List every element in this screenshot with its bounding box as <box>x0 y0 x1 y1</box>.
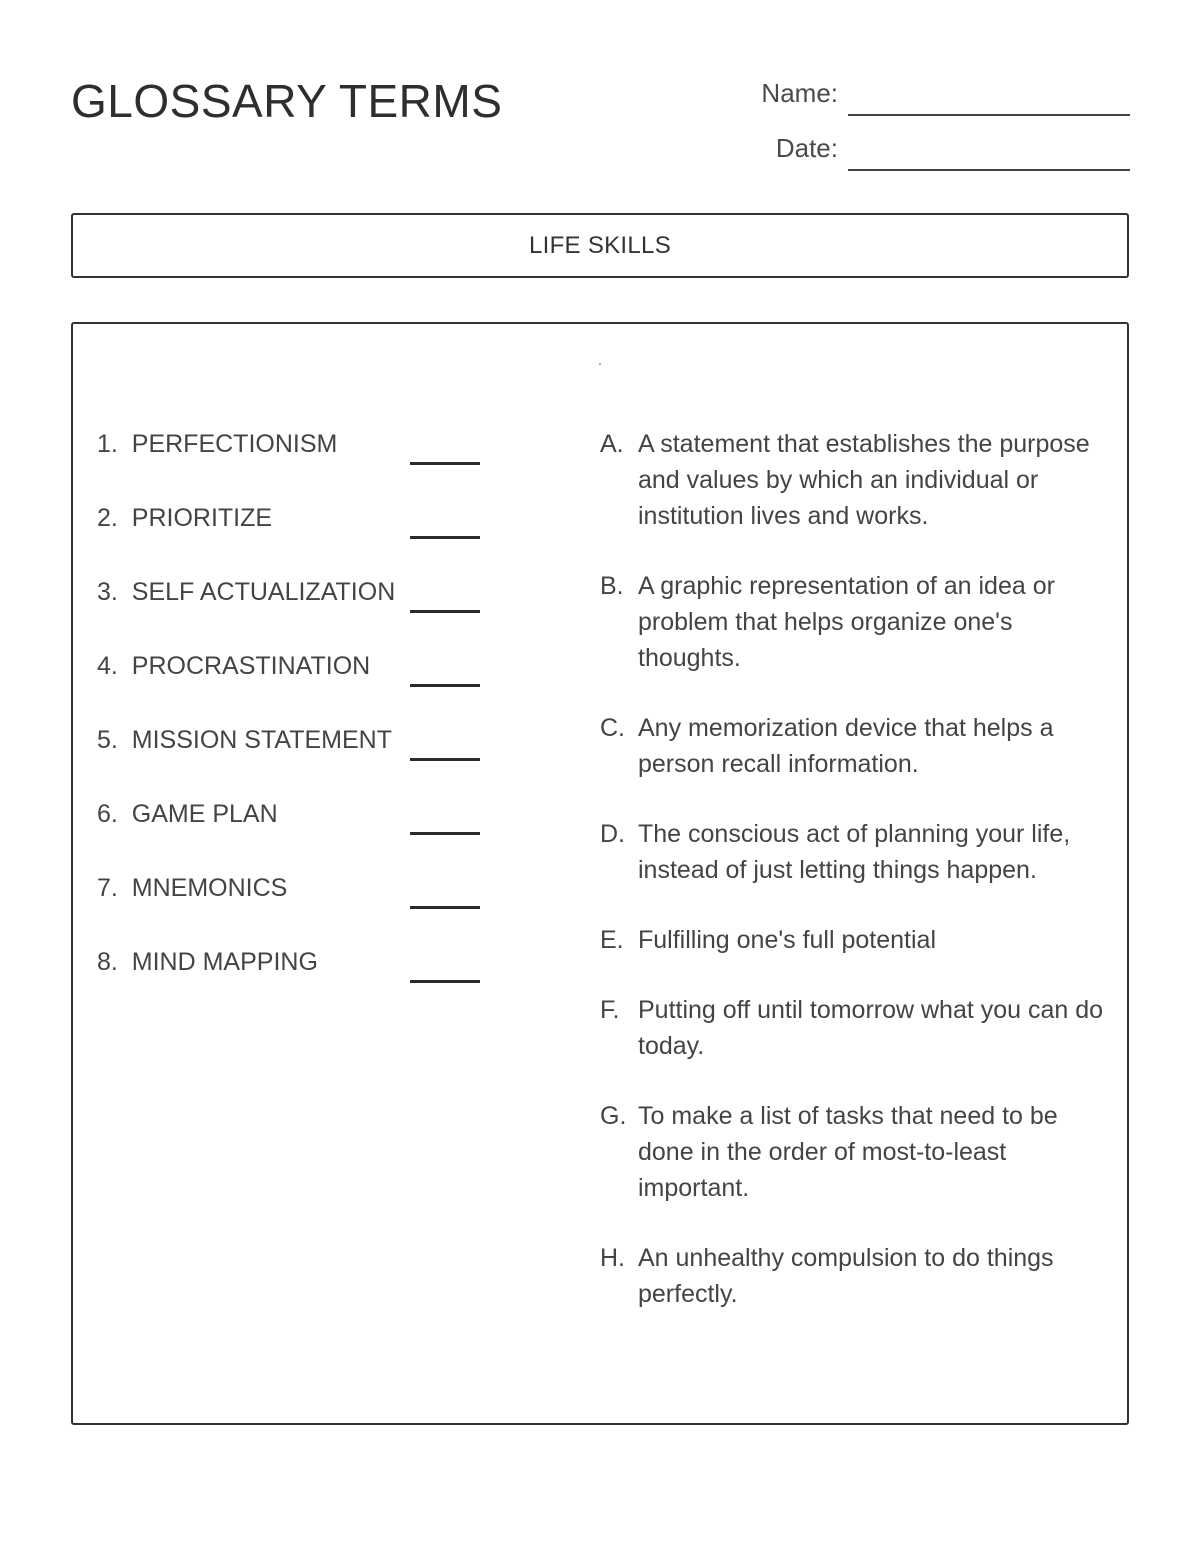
definition-letter: C. <box>600 714 625 742</box>
term-item <box>97 574 487 648</box>
answer-blank[interactable] <box>410 462 480 465</box>
name-label: Name: <box>761 78 838 108</box>
definition-item <box>600 710 1110 782</box>
answer-blank[interactable] <box>410 980 480 983</box>
term-label: 4. PROCRASTINATION <box>97 652 371 680</box>
definition-item <box>600 992 1110 1064</box>
answer-blank[interactable] <box>410 610 480 613</box>
definition-text: A statement that establishes the purpose and values by which an individual or institution lives and works. <box>638 430 1090 530</box>
term-label: 6. GAME PLAN <box>97 800 278 828</box>
name-line[interactable] <box>848 114 1130 116</box>
term-item <box>97 722 487 796</box>
definition-letter: G. <box>600 1102 627 1130</box>
definition-letter: H. <box>600 1244 625 1272</box>
definition-item <box>600 816 1110 888</box>
definition-item <box>600 922 1110 958</box>
term-item <box>97 500 487 574</box>
answer-blank[interactable] <box>410 536 480 539</box>
term-label: 8. MIND MAPPING <box>97 948 318 976</box>
definition-item <box>600 1098 1110 1206</box>
definition-item <box>600 1240 1110 1312</box>
term-item <box>97 796 487 870</box>
term-item <box>97 648 487 722</box>
terms-list <box>97 426 487 1018</box>
term-item <box>97 870 487 944</box>
answer-blank[interactable] <box>410 684 480 687</box>
definition-text: Putting off until tomorrow what you can do today. <box>638 996 1104 1060</box>
definition-text: Fulfilling one's full potential <box>638 926 936 954</box>
term-label: 3. SELF ACTUALIZATION <box>97 578 396 606</box>
definition-letter: A. <box>600 430 624 458</box>
term-label: 1. PERFECTIONISM <box>97 430 338 458</box>
term-label: 5. MISSION STATEMENT <box>97 726 392 754</box>
definition-text: The conscious act of planning your life, instead of just letting things happen. <box>638 820 1071 884</box>
date-line[interactable] <box>848 169 1130 171</box>
stray-dot: . <box>598 352 602 368</box>
definition-letter: F. <box>600 996 620 1024</box>
definition-text: To make a list of tasks that need to be done in the order of most-to-least important. <box>638 1102 1058 1202</box>
subject-label: LIFE SKILLS <box>528 231 672 259</box>
definition-letter: D. <box>600 820 625 848</box>
date-field-row <box>776 131 1130 165</box>
term-item <box>97 426 487 500</box>
term-item <box>97 944 487 1018</box>
definition-item <box>600 568 1110 676</box>
definition-letter: B. <box>600 572 624 600</box>
definition-text: Any memorization device that helps a person recall information. <box>638 714 1054 778</box>
matching-box <box>71 322 1129 1425</box>
answer-blank[interactable] <box>410 758 480 761</box>
term-label: 7. MNEMONICS <box>97 874 288 902</box>
definition-text: A graphic representation of an idea or problem that helps organize one's thoughts. <box>638 572 1055 672</box>
subject-banner <box>71 213 1129 278</box>
answer-blank[interactable] <box>410 832 480 835</box>
definition-item <box>600 426 1110 534</box>
definitions-list <box>600 426 1110 1346</box>
page-title: GLOSSARY TERMS <box>71 75 503 127</box>
definition-text: An unhealthy compulsion to do things perfectly. <box>638 1244 1054 1308</box>
date-label: Date: <box>775 133 838 163</box>
definition-letter: E. <box>600 926 624 954</box>
answer-blank[interactable] <box>410 906 480 909</box>
term-label: 2. PRIORITIZE <box>97 504 273 532</box>
name-field-row <box>761 76 1130 110</box>
